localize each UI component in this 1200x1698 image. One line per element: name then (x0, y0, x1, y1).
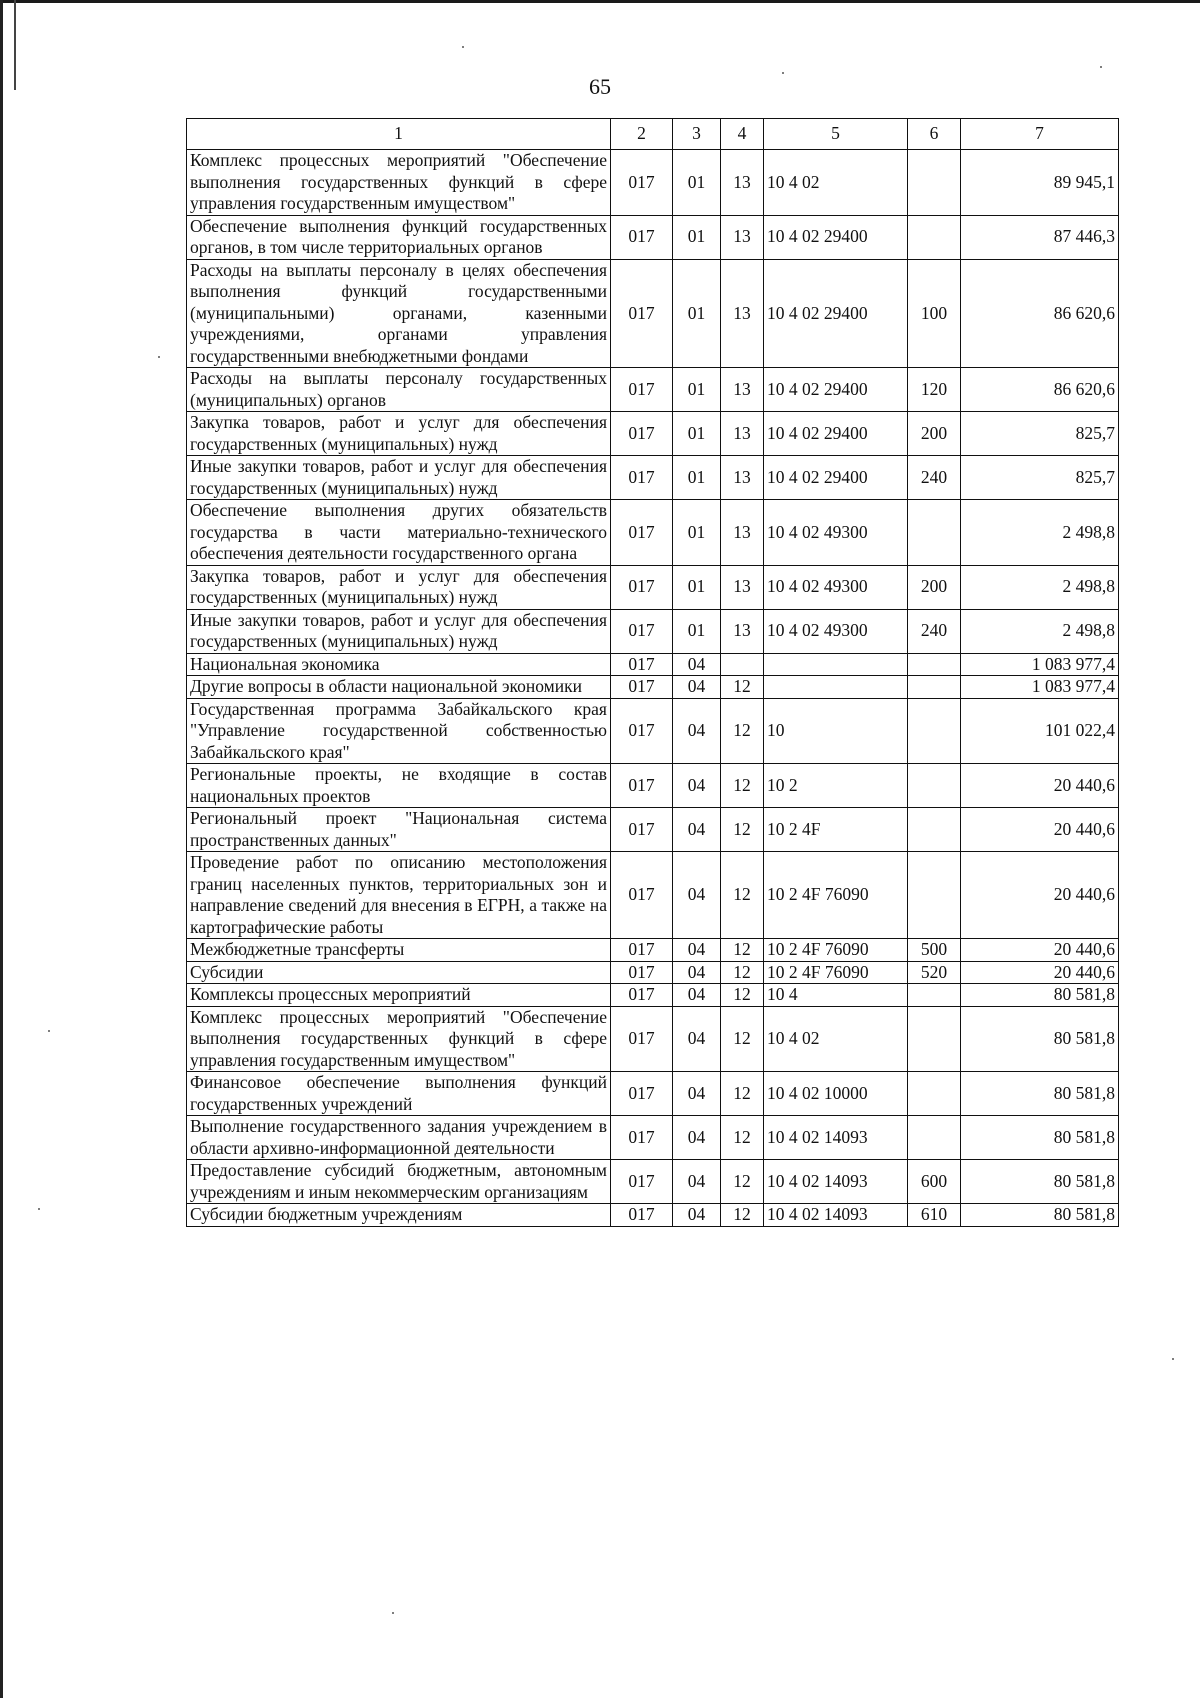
code-cell: 017 (611, 368, 673, 412)
target-article-cell: 10 (764, 698, 908, 764)
table-row (187, 150, 1119, 216)
code-cell: 017 (611, 939, 673, 962)
header-cell: 2 (611, 119, 673, 150)
expense-type-cell: 600 (908, 1160, 961, 1204)
expense-type-cell: 120 (908, 368, 961, 412)
target-article-cell: 10 4 02 29400 (764, 215, 908, 259)
expense-type-cell (908, 676, 961, 699)
header-cell: 7 (961, 119, 1119, 150)
section-cell: 01 (673, 150, 721, 216)
subsection-cell: 12 (721, 676, 764, 699)
scan-speck (392, 1612, 394, 1614)
amount-cell: 80 581,8 (961, 1116, 1119, 1160)
code-cell: 017 (611, 1116, 673, 1160)
subsection-cell: 12 (721, 1116, 764, 1160)
header-cell: 4 (721, 119, 764, 150)
table-row (187, 1006, 1119, 1072)
amount-cell: 80 581,8 (961, 984, 1119, 1007)
row-name: Иные закупки товаров, работ и услуг для обеспечения государственных (муниципальных) нужд (187, 609, 611, 653)
section-cell: 01 (673, 215, 721, 259)
subsection-cell: 12 (721, 852, 764, 939)
amount-cell: 20 440,6 (961, 808, 1119, 852)
section-cell: 01 (673, 609, 721, 653)
target-article-cell: 10 2 4F (764, 808, 908, 852)
section-cell: 01 (673, 565, 721, 609)
target-article-cell: 10 4 02 14093 (764, 1204, 908, 1227)
section-cell: 04 (673, 1160, 721, 1204)
table-row (187, 1072, 1119, 1116)
code-cell: 017 (611, 676, 673, 699)
subsection-cell (721, 653, 764, 676)
table-row (187, 368, 1119, 412)
target-article-cell: 10 4 02 29400 (764, 368, 908, 412)
row-name: Иные закупки товаров, работ и услуг для обеспечения государственных (муниципальных) нужд (187, 456, 611, 500)
code-cell: 017 (611, 150, 673, 216)
amount-cell: 20 440,6 (961, 852, 1119, 939)
amount-cell: 80 581,8 (961, 1072, 1119, 1116)
amount-cell: 20 440,6 (961, 939, 1119, 962)
row-name: Государственная программа Забайкальского края "Управление государственной собственностью Забайкальского края" (187, 698, 611, 764)
code-cell: 017 (611, 1072, 673, 1116)
subsection-cell: 12 (721, 939, 764, 962)
target-article-cell: 10 4 02 29400 (764, 456, 908, 500)
section-cell: 04 (673, 676, 721, 699)
table-header-row (187, 119, 1119, 150)
row-name: Комплекс процессных мероприятий "Обеспечение выполнения государственных функций в сфере управления государственным имуществом" (187, 150, 611, 216)
amount-cell: 825,7 (961, 412, 1119, 456)
target-article-cell: 10 4 02 49300 (764, 500, 908, 566)
row-name: Региональные проекты, не входящие в состав национальных проектов (187, 764, 611, 808)
table-row (187, 764, 1119, 808)
subsection-cell: 13 (721, 368, 764, 412)
amount-cell: 825,7 (961, 456, 1119, 500)
table-row (187, 1160, 1119, 1204)
expense-type-cell: 520 (908, 961, 961, 984)
expense-type-cell (908, 150, 961, 216)
section-cell: 04 (673, 653, 721, 676)
table-row (187, 215, 1119, 259)
scan-border-left (0, 0, 3, 1698)
row-name: Комплексы процессных мероприятий (187, 984, 611, 1007)
subsection-cell: 13 (721, 500, 764, 566)
scan-speck (1172, 1358, 1174, 1360)
subsection-cell: 13 (721, 565, 764, 609)
subsection-cell: 12 (721, 1160, 764, 1204)
scan-speck (48, 1030, 50, 1032)
amount-cell: 1 083 977,4 (961, 653, 1119, 676)
header-cell: 5 (764, 119, 908, 150)
subsection-cell: 12 (721, 961, 764, 984)
table-row (187, 984, 1119, 1007)
code-cell: 017 (611, 609, 673, 653)
section-cell: 04 (673, 1006, 721, 1072)
amount-cell: 20 440,6 (961, 764, 1119, 808)
section-cell: 01 (673, 500, 721, 566)
target-article-cell: 10 4 02 14093 (764, 1160, 908, 1204)
target-article-cell: 10 4 02 (764, 1006, 908, 1072)
section-cell: 04 (673, 852, 721, 939)
row-name: Комплекс процессных мероприятий "Обеспечение выполнения государственных функций в сфере управления государственным имуществом" (187, 1006, 611, 1072)
section-cell: 01 (673, 456, 721, 500)
expense-type-cell (908, 852, 961, 939)
expense-type-cell: 240 (908, 609, 961, 653)
section-cell: 04 (673, 698, 721, 764)
code-cell: 017 (611, 961, 673, 984)
expense-type-cell (908, 1006, 961, 1072)
amount-cell: 80 581,8 (961, 1006, 1119, 1072)
target-article-cell: 10 4 02 49300 (764, 609, 908, 653)
amount-cell: 89 945,1 (961, 150, 1119, 216)
header-cell: 3 (673, 119, 721, 150)
page-number: 65 (589, 74, 611, 99)
expense-type-cell (908, 764, 961, 808)
row-name: Обеспечение выполнения других обязательств государства в части материально-технического обеспечения деятельности государственного органа (187, 500, 611, 566)
table-row (187, 456, 1119, 500)
section-cell: 04 (673, 1116, 721, 1160)
row-name: Финансовое обеспечение выполнения функций государственных учреждений (187, 1072, 611, 1116)
section-cell: 04 (673, 1072, 721, 1116)
expense-type-cell (908, 1072, 961, 1116)
code-cell: 017 (611, 259, 673, 368)
row-name: Обеспечение выполнения функций государственных органов, в том числе территориальных органов (187, 215, 611, 259)
code-cell: 017 (611, 215, 673, 259)
code-cell: 017 (611, 1006, 673, 1072)
subsection-cell: 12 (721, 1072, 764, 1116)
row-name: Субсидии (187, 961, 611, 984)
amount-cell: 87 446,3 (961, 215, 1119, 259)
target-article-cell: 10 4 02 10000 (764, 1072, 908, 1116)
scan-speck (1100, 66, 1102, 68)
code-cell: 017 (611, 653, 673, 676)
scan-border-top (0, 0, 1200, 3)
subsection-cell: 13 (721, 259, 764, 368)
section-cell: 01 (673, 412, 721, 456)
section-cell: 04 (673, 1204, 721, 1227)
table-row (187, 698, 1119, 764)
table-row (187, 565, 1119, 609)
table-row (187, 1116, 1119, 1160)
expense-type-cell: 610 (908, 1204, 961, 1227)
expense-type-cell (908, 984, 961, 1007)
target-article-cell: 10 4 02 29400 (764, 412, 908, 456)
table-row (187, 609, 1119, 653)
section-cell: 04 (673, 961, 721, 984)
table-row (187, 653, 1119, 676)
expense-type-cell (908, 1116, 961, 1160)
code-cell: 017 (611, 984, 673, 1007)
row-name: Выполнение государственного задания учреждением в области архивно-информационной деятельности (187, 1116, 611, 1160)
code-cell: 017 (611, 565, 673, 609)
subsection-cell: 13 (721, 150, 764, 216)
amount-cell: 101 022,4 (961, 698, 1119, 764)
scan-speck (158, 356, 160, 358)
code-cell: 017 (611, 852, 673, 939)
expense-type-cell: 500 (908, 939, 961, 962)
expense-type-cell: 100 (908, 259, 961, 368)
budget-table (186, 118, 1119, 1227)
target-article-cell: 10 2 4F 76090 (764, 852, 908, 939)
subsection-cell: 12 (721, 698, 764, 764)
subsection-cell: 13 (721, 215, 764, 259)
scan-speck (462, 46, 464, 48)
subsection-cell: 12 (721, 984, 764, 1007)
target-article-cell: 10 4 02 (764, 150, 908, 216)
amount-cell: 1 083 977,4 (961, 676, 1119, 699)
code-cell: 017 (611, 698, 673, 764)
amount-cell: 86 620,6 (961, 259, 1119, 368)
subsection-cell: 13 (721, 456, 764, 500)
table-row (187, 961, 1119, 984)
section-cell: 01 (673, 368, 721, 412)
table-row (187, 1204, 1119, 1227)
expense-type-cell: 240 (908, 456, 961, 500)
header-cell: 6 (908, 119, 961, 150)
target-article-cell: 10 4 02 14093 (764, 1116, 908, 1160)
section-cell: 04 (673, 939, 721, 962)
code-cell: 017 (611, 1160, 673, 1204)
section-cell: 01 (673, 259, 721, 368)
subsection-cell: 12 (721, 808, 764, 852)
target-article-cell (764, 653, 908, 676)
row-name: Региональный проект "Национальная система пространственных данных" (187, 808, 611, 852)
amount-cell: 20 440,6 (961, 961, 1119, 984)
section-cell: 04 (673, 764, 721, 808)
table-row (187, 676, 1119, 699)
expense-type-cell (908, 698, 961, 764)
expense-type-cell (908, 215, 961, 259)
row-name: Субсидии бюджетным учреждениям (187, 1204, 611, 1227)
expense-type-cell: 200 (908, 565, 961, 609)
target-article-cell (764, 676, 908, 699)
amount-cell: 2 498,8 (961, 609, 1119, 653)
header-cell: 1 (187, 119, 611, 150)
table-row (187, 852, 1119, 939)
amount-cell: 80 581,8 (961, 1204, 1119, 1227)
table-row (187, 259, 1119, 368)
row-name: Расходы на выплаты персоналу в целях обеспечения выполнения функций государственными (муниципальными) органами, казенными учреждениями, органами управления государственными внебюджетными фондами (187, 259, 611, 368)
row-name: Проведение работ по описанию местоположения границ населенных пунктов, территориальных зон и направление сведений для внесения в ЕГРН, а также на картографические работы (187, 852, 611, 939)
table-row (187, 500, 1119, 566)
subsection-cell: 12 (721, 1006, 764, 1072)
amount-cell: 2 498,8 (961, 565, 1119, 609)
code-cell: 017 (611, 808, 673, 852)
subsection-cell: 13 (721, 412, 764, 456)
target-article-cell: 10 4 02 49300 (764, 565, 908, 609)
expense-type-cell (908, 808, 961, 852)
target-article-cell: 10 2 4F 76090 (764, 961, 908, 984)
scan-speck (38, 1208, 40, 1210)
target-article-cell: 10 4 (764, 984, 908, 1007)
table-row (187, 939, 1119, 962)
row-name: Расходы на выплаты персоналу государственных (муниципальных) органов (187, 368, 611, 412)
section-cell: 04 (673, 808, 721, 852)
row-name: Предоставление субсидий бюджетным, автономным учреждениям и иным некоммерческим организациям (187, 1160, 611, 1204)
table-row (187, 412, 1119, 456)
table-row (187, 808, 1119, 852)
row-name: Межбюджетные трансферты (187, 939, 611, 962)
target-article-cell: 10 2 4F 76090 (764, 939, 908, 962)
expense-type-cell: 200 (908, 412, 961, 456)
expense-type-cell (908, 653, 961, 676)
amount-cell: 86 620,6 (961, 368, 1119, 412)
subsection-cell: 12 (721, 1204, 764, 1227)
row-name: Закупка товаров, работ и услуг для обеспечения государственных (муниципальных) нужд (187, 412, 611, 456)
row-name: Другие вопросы в области национальной экономики (187, 676, 611, 699)
expense-type-cell (908, 500, 961, 566)
subsection-cell: 13 (721, 609, 764, 653)
target-article-cell: 10 2 (764, 764, 908, 808)
row-name: Закупка товаров, работ и услуг для обеспечения государственных (муниципальных) нужд (187, 565, 611, 609)
amount-cell: 2 498,8 (961, 500, 1119, 566)
amount-cell: 80 581,8 (961, 1160, 1119, 1204)
subsection-cell: 12 (721, 764, 764, 808)
row-name: Национальная экономика (187, 653, 611, 676)
section-cell: 04 (673, 984, 721, 1007)
code-cell: 017 (611, 456, 673, 500)
code-cell: 017 (611, 1204, 673, 1227)
code-cell: 017 (611, 412, 673, 456)
code-cell: 017 (611, 764, 673, 808)
target-article-cell: 10 4 02 29400 (764, 259, 908, 368)
code-cell: 017 (611, 500, 673, 566)
